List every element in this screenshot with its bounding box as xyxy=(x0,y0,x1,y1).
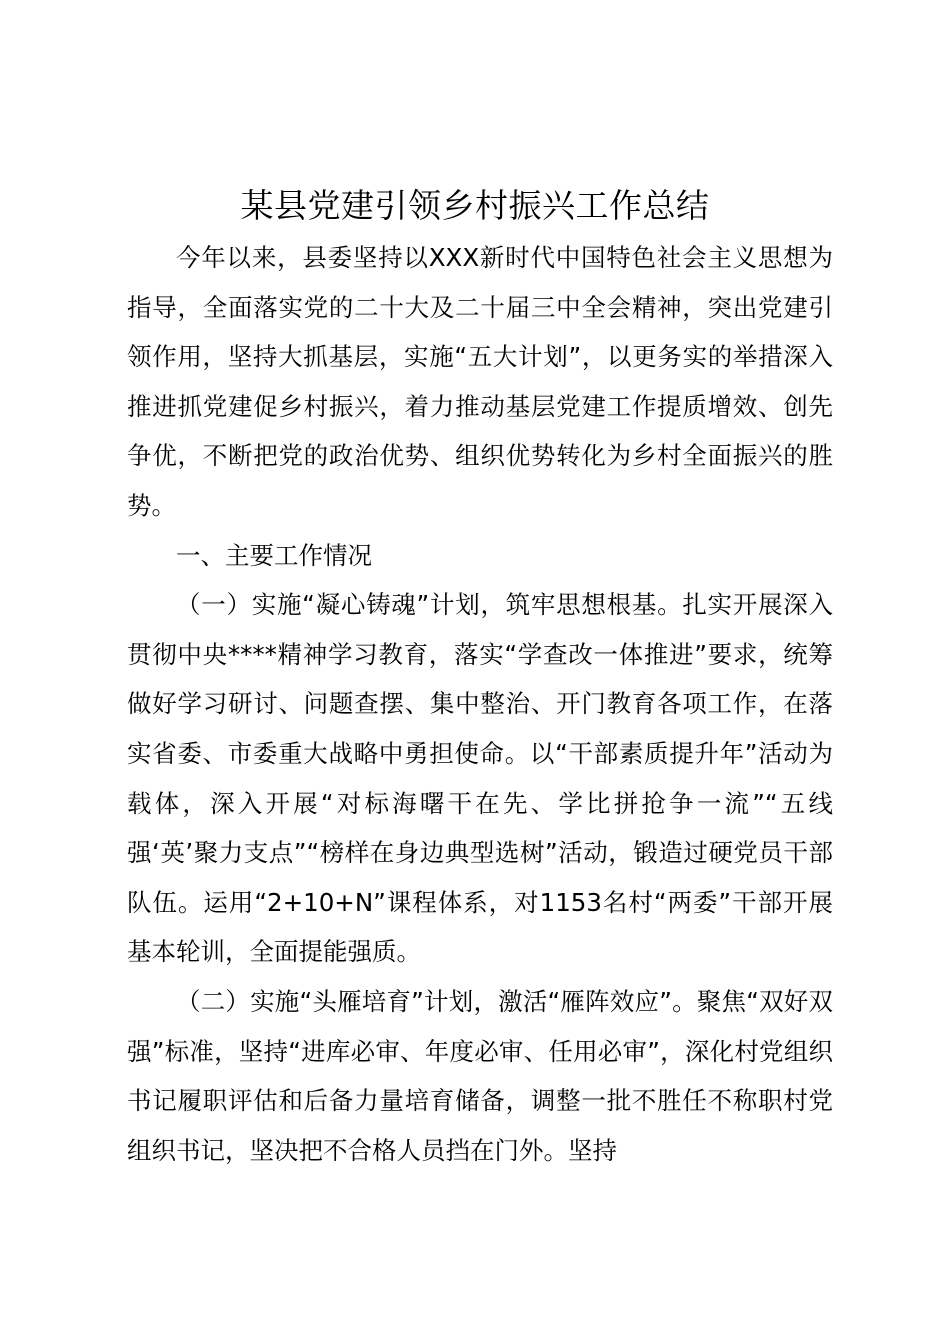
paragraph-1: （一）实施“凝心铸魂”计划，筑牢思想根基。扎实开展深入贯彻中央****精神学习教育，落实“学查改一体推进”要求，统筹做好学习研讨、问题查摆、集中整治、开门教育各项工作，在落实省委、市委重大战略中勇担使命。以“干部素质提升年”活动为载体，深入开展“对标海曙干在先、学比拼抢争一流”“五线强‘英’聚力支点”“榜样在身边典型选树”活动，锻造过硬党员干部队伍。运用“2+10+N”课程体系，对1153名村“两委”干部开展基本轮训，全面提能强质。 xyxy=(127,590,833,967)
document-title: 某县党建引领乡村振兴工作总结 xyxy=(240,186,710,225)
intro-paragraph: 今年以来，县委坚持以XXX新时代中国特色社会主义思想为指导，全面落实党的二十大及二十届三中全会精神，突出党建引领作用，坚持大抓基层，实施“五大计划”，以更务实的举措深入推进抓党建促乡村振兴，着力推动基层党建工作提质增效、创先争优，不断把党的政治优势、组织优势转化为乡村全面振兴的胜势。 xyxy=(127,243,833,520)
document-body xyxy=(127,233,833,1175)
section-heading: 一、主要工作情况 xyxy=(176,540,372,570)
paragraph-2: （二）实施“头雁培育”计划，激活“雁阵效应”。聚焦“双好双强”标准，坚持“进库必审、年度必审、任用必审”，深化村党组织书记履职评估和后备力量培育储备，调整一批不胜任不称职村党组织书记，坚决把不合格人员挡在门外。坚持 xyxy=(127,986,833,1165)
